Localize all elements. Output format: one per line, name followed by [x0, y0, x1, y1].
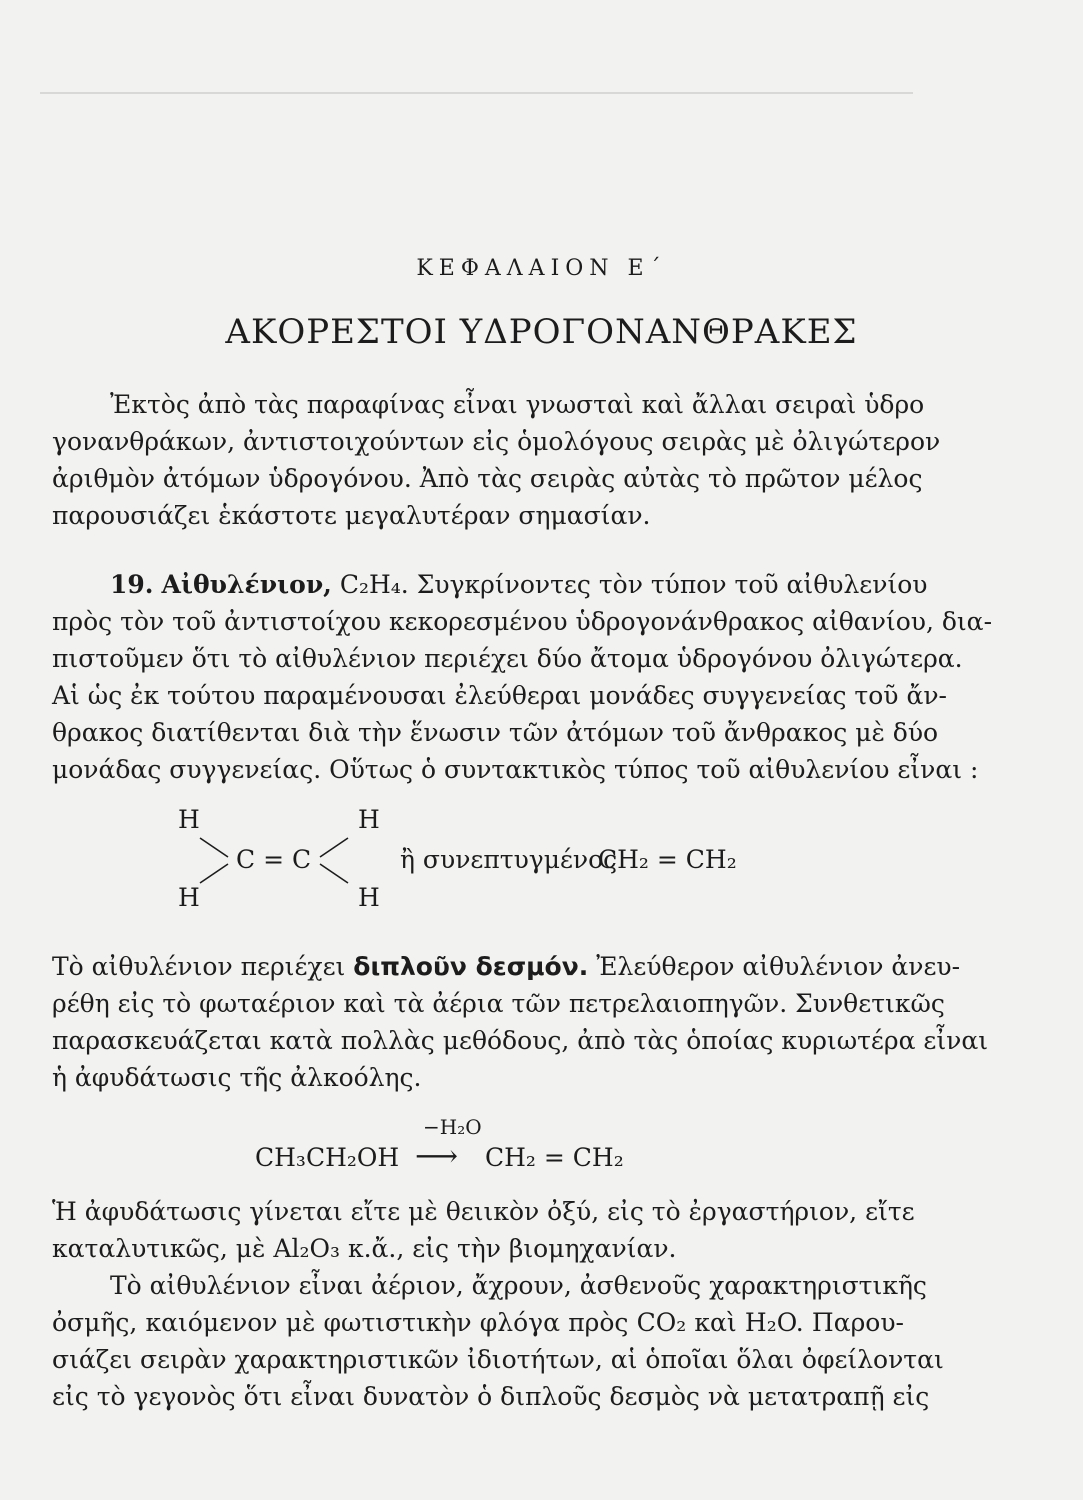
- section-heading-line: [110, 568, 928, 602]
- para4-line: εἰς τὸ γεγονὸς ὅτι εἶναι δυνατὸν ὁ διπλοῦς δεσμὸς νὰ μετατραπῇ εἰς: [52, 1382, 930, 1411]
- intro-line: ἀριθμὸν ἀτόμων ὑδρογόνου. Ἀπὸ τὰς σειρὰς αὐτὰς τὸ πρῶτον μέλος: [52, 464, 923, 493]
- para4-line: Τὸ αἰθυλένιον εἶναι ἀέριον, ἄχρουν, ἀσθενοῦς χαρακτηριστικῆς: [110, 1271, 927, 1300]
- para2-line: [52, 950, 961, 984]
- condensed-label: ἢ συνεπτυγμένος: [400, 845, 618, 874]
- double-bond-core: C = C: [236, 845, 312, 874]
- para3-line: Ἡ ἀφυδάτωσις γίνεται εἴτε μὲ θειικὸν ὀξύ, εἰς τὸ ἐργαστήριον, εἴτε: [52, 1197, 915, 1226]
- section-first-line: Συγκρίνοντες τὸν τύπον τοῦ αἰθυλενίου: [416, 570, 928, 599]
- section-line: Αἱ ὡς ἐκ τούτου παραμένουσαι ἐλεύθεραι μονάδες συγγενείας τοῦ ἄν-: [52, 681, 947, 710]
- para2-term: διπλοῦν δεσμόν.: [353, 952, 589, 981]
- reaction-product: CH₂ = CH₂: [485, 1143, 624, 1172]
- dehydration-reaction: [255, 1115, 735, 1185]
- page-edge-shadow: [40, 92, 913, 94]
- intro-line: γονανθράκων, ἀντιστοιχούντων εἰς ὁμολόγους σειρὰς μὲ ὀλιγώτερον: [52, 427, 941, 456]
- hydrogen-bottom-right: H: [358, 883, 380, 912]
- para4-line: ὀσμῆς, καιόμενον μὲ φωτιστικὴν φλόγα πρὸς CO₂ καὶ H₂O. Παρου-: [52, 1308, 904, 1337]
- chapter-title: ΑΚΟΡΕΣΤΟΙ ΥΔΡΟΓΟΝΑΝΘΡΑΚΕΣ: [225, 312, 858, 352]
- para2-line: ρέθη εἰς τὸ φωταέριον καὶ τὰ ἀέρια τῶν πετρελαιοπηγῶν. Συνθετικῶς: [52, 989, 945, 1018]
- para4-line: σιάζει σειρὰν χαρακτηριστικῶν ἰδιοτήτων, αἱ ὁποῖαι ὅλαι ὀφείλονται: [52, 1345, 944, 1374]
- para2-line: ἡ ἀφυδάτωσις τῆς ἀλκοόλης.: [52, 1063, 422, 1092]
- structural-formula: [170, 805, 870, 915]
- chapter-label: ΚΕΦΑΛΑΙΟΝ Ε΄: [416, 256, 667, 281]
- para2-line: παρασκευάζεται κατὰ πολλὰς μεθόδους, ἀπὸ τὰς ὁποίας κυριωτέρα εἶναι: [52, 1026, 989, 1055]
- section-number: 19.: [110, 570, 154, 599]
- section-formula: C₂H₄.: [339, 570, 409, 599]
- section-line: πιστοῦμεν ὅτι τὸ αἰθυλένιον περιέχει δύο ἄτομα ὑδρογόνου ὀλιγώτερα.: [52, 644, 963, 673]
- hydrogen-top-right: H: [358, 805, 380, 834]
- reaction-reactant: CH₃CH₂OH: [255, 1143, 400, 1172]
- reaction-condition: −H₂O: [423, 1115, 482, 1139]
- section-line: πρὸς τὸν τοῦ ἀντιστοίχου κεκορεσμένου ὑδρογονάνθρακος αἰθανίου, δια-: [52, 607, 993, 636]
- para3-line: καταλυτικῶς, μὲ Al₂O₃ κ.ἄ., εἰς τὴν βιομηχανίαν.: [52, 1234, 677, 1263]
- condensed-formula: CH₂ = CH₂: [598, 845, 737, 874]
- intro-line: Ἐκτὸς ἀπὸ τὰς παραφίνας εἶναι γνωσταὶ καὶ ἄλλαι σειραὶ ὑδρο: [110, 390, 925, 419]
- section-line: θρακος διατίθενται διὰ τὴν ἕνωσιν τῶν ἀτόμων τοῦ ἄνθρακος μὲ δύο: [52, 718, 939, 747]
- section-heading: Αἰθυλένιον,: [161, 570, 332, 599]
- para2-start: Τὸ αἰθυλένιον περιέχει: [52, 952, 346, 981]
- hydrogen-top-left: H: [178, 805, 200, 834]
- reaction-arrow: ⟶: [415, 1139, 459, 1174]
- para2-rest: Ἐλεύθερον αἰθυλένιον ἀνευ-: [596, 952, 961, 981]
- section-line: μονάδας συγγενείας. Οὕτως ὁ συντακτικὸς τύπος τοῦ αἰθυλενίου εἶναι :: [52, 755, 979, 784]
- intro-line: παρουσιάζει ἑκάστοτε μεγαλυτέραν σημασίαν.: [52, 501, 651, 530]
- hydrogen-bottom-left: H: [178, 883, 200, 912]
